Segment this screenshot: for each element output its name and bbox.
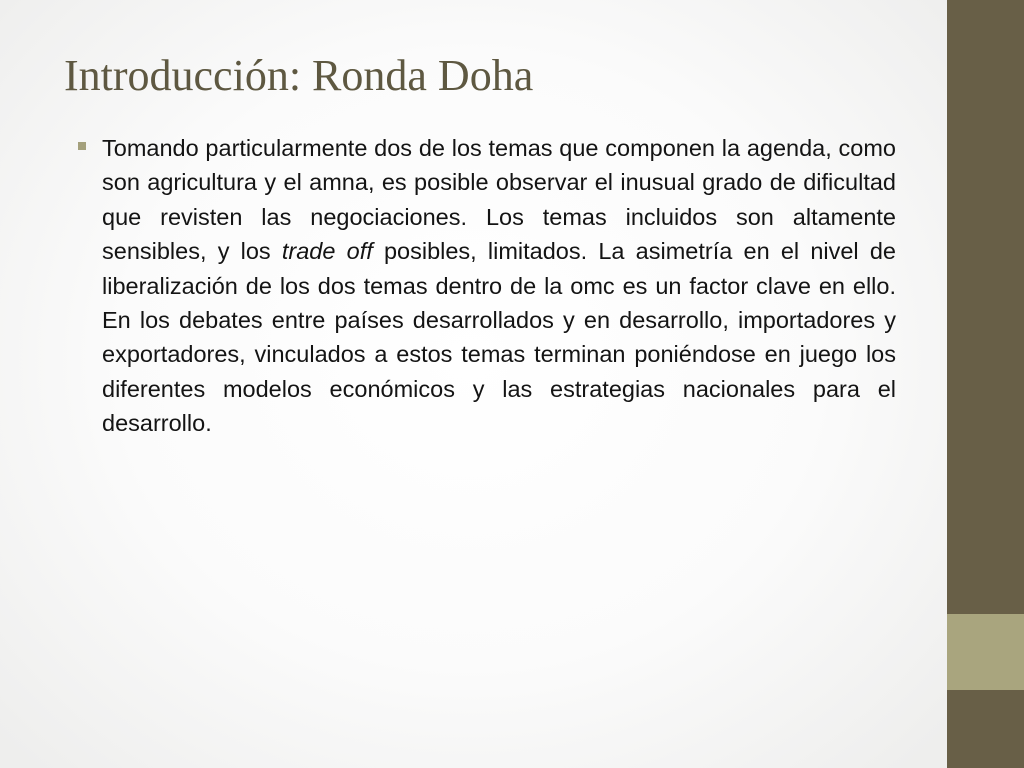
bullet-item: [78, 131, 896, 441]
bullet-text-start: Tomando particularmente dos de los temas que componen la agenda, como son agricultura y el amna, es posible observar el inusual grado de dificultad que revisten las negociaciones. Los temas incluidos son altamente sensibles, y los: [102, 135, 896, 265]
bullet-text: [102, 131, 896, 441]
slide-title: Introducción: Ronda Doha: [64, 51, 534, 100]
square-bullet-icon: [78, 142, 86, 150]
slide-content: [78, 131, 896, 441]
side-decoration-bar: [947, 0, 1024, 768]
bullet-text-italic: trade off: [281, 238, 373, 265]
side-decoration-accent: [947, 614, 1024, 690]
bullet-text-end: posibles, limitados. La asimetría en el nivel de liberalización de los dos temas dentro de la omc es un factor clave en ello. En los debates entre países desarrollados y en desarrollo, importadores y exportadores, vinculados a estos temas terminan poniéndose en juego los diferentes modelos económicos y las estrategias nacionales para el desarrollo.: [102, 238, 896, 437]
